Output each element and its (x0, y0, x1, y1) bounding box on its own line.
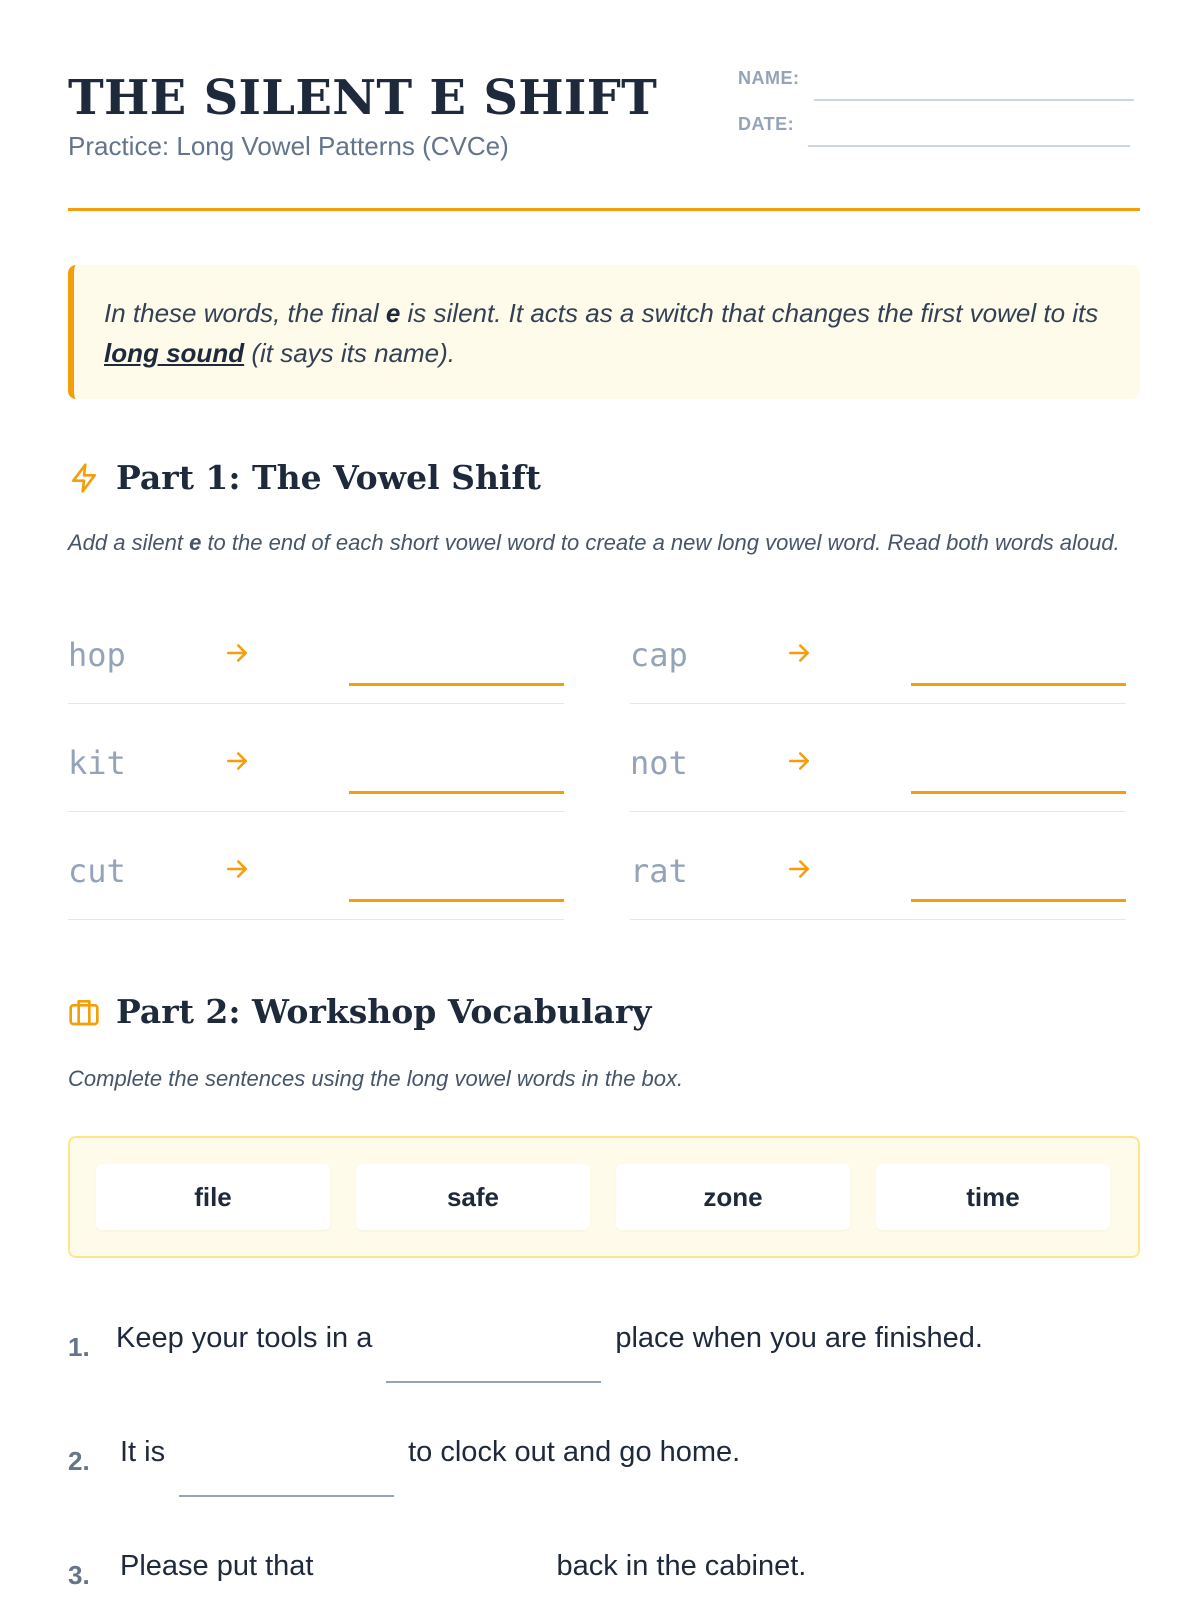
worksheet-header (68, 0, 1140, 212)
short-vowel-word: cap (630, 636, 688, 674)
info-text-part: In these words, the final (104, 298, 386, 328)
short-vowel-word: not (630, 744, 688, 782)
answer-blank[interactable] (349, 683, 564, 686)
arrow-right-icon (784, 854, 814, 884)
word-bank (68, 1136, 1140, 1258)
sentence-number: 3. (68, 1560, 90, 1590)
toolbox-icon (68, 996, 100, 1028)
part1-instructions-text: to the end of each short vowel word to create a new long vowel word. Read both words aloud. (201, 530, 1120, 555)
sentence-after: place when you are finished. (615, 1322, 983, 1354)
sentence-number: 2. (68, 1446, 90, 1476)
shift-row (630, 728, 1126, 812)
info-bold-e: e (385, 298, 401, 328)
page-subtitle: Practice: Long Vowel Patterns (CVCe) (68, 131, 509, 161)
sentence-before: Please put that (120, 1550, 314, 1582)
info-emphasis: long sound (104, 338, 245, 368)
word-bank-chip: time (876, 1164, 1110, 1230)
answer-blank[interactable] (911, 683, 1126, 686)
name-label: NAME: (738, 68, 800, 88)
part1-instructions-text: Add a silent (68, 530, 190, 555)
arrow-right-icon (222, 854, 252, 884)
sentence-blank[interactable] (386, 1381, 601, 1383)
short-vowel-word: kit (68, 744, 126, 782)
part1-heading (68, 458, 541, 497)
word-bank-chip: zone (616, 1164, 850, 1230)
info-text (104, 293, 1110, 373)
shift-row (68, 728, 564, 812)
sentence-before: Keep your tools in a (116, 1322, 373, 1354)
part1-instructions (68, 526, 1148, 560)
lightning-bolt-icon (68, 462, 100, 494)
word-bank-chip: safe (356, 1164, 590, 1230)
shift-row (630, 620, 1126, 704)
sentence-item (68, 1322, 983, 1362)
shift-row (68, 620, 564, 704)
page-title: THE SILENT E SHIFT (68, 70, 658, 126)
info-callout (68, 265, 1140, 399)
name-line[interactable] (814, 99, 1134, 101)
word-bank-chip: file (96, 1164, 330, 1230)
info-text-part: (it says its name). (244, 338, 456, 368)
arrow-right-icon (222, 638, 252, 668)
header-divider (68, 208, 1140, 211)
short-vowel-word: rat (630, 852, 688, 890)
arrow-right-icon (784, 638, 814, 668)
name-field[interactable] (738, 68, 1134, 89)
sentence-number: 1. (68, 1332, 90, 1362)
shift-row (68, 836, 564, 920)
date-field[interactable] (738, 114, 1130, 135)
answer-blank[interactable] (911, 791, 1126, 794)
part2-heading (68, 992, 651, 1031)
sentence-blank[interactable] (179, 1495, 394, 1497)
info-text-part: is silent. It acts as a switch that changes the first vowel to its (400, 298, 1099, 328)
arrow-right-icon (784, 746, 814, 776)
answer-blank[interactable] (911, 899, 1126, 902)
part2-heading-label: Part 2: Workshop Vocabulary (116, 992, 652, 1031)
date-label: DATE: (738, 114, 795, 134)
sentence-item (68, 1550, 807, 1590)
arrow-right-icon (222, 746, 252, 776)
sentence-after: to clock out and go home. (408, 1436, 741, 1468)
sentence-after: back in the cabinet. (556, 1550, 807, 1582)
short-vowel-word: cut (68, 852, 126, 890)
date-line[interactable] (808, 145, 1130, 147)
shift-row (630, 836, 1126, 920)
answer-blank[interactable] (349, 899, 564, 902)
part2-instructions: Complete the sentences using the long vowel words in the box. (68, 1066, 684, 1091)
sentence-item (68, 1436, 741, 1476)
short-vowel-word: hop (68, 636, 126, 674)
part1-instructions-bold: e (189, 530, 202, 555)
part1-heading-label: Part 1: The Vowel Shift (116, 458, 541, 497)
answer-blank[interactable] (349, 791, 564, 794)
sentence-before: It is (120, 1436, 166, 1468)
